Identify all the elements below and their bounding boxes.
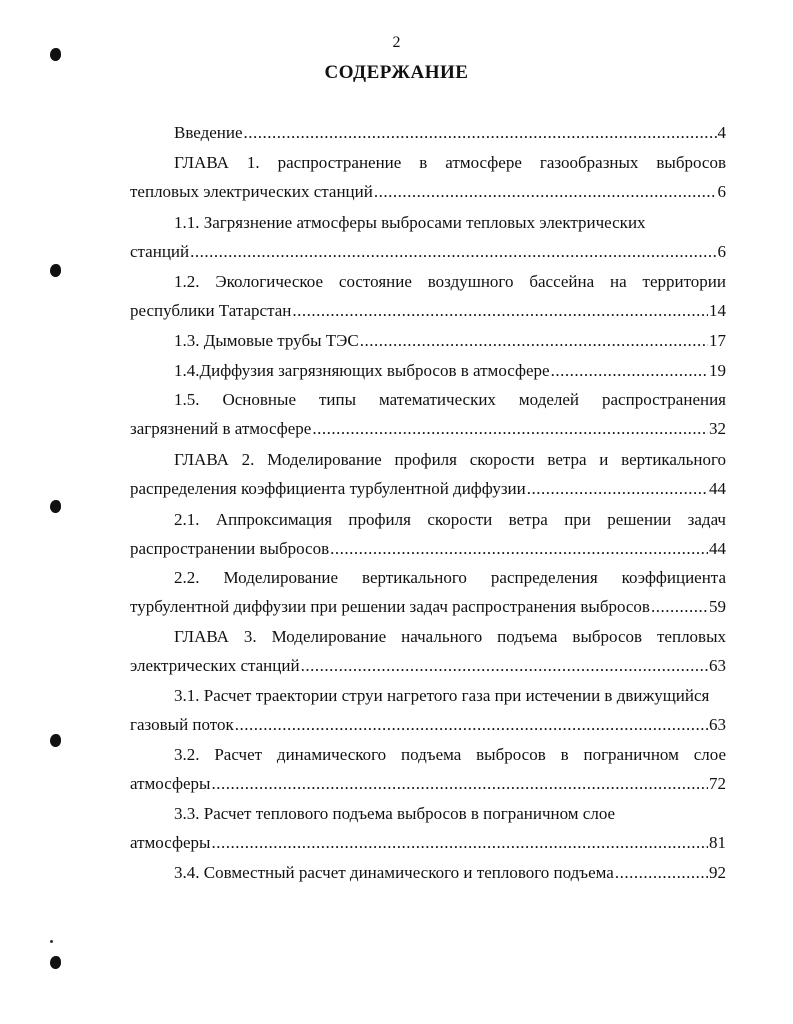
toc-text: республики Татарстан bbox=[130, 301, 292, 320]
toc-entry-chapter-1 bbox=[130, 148, 726, 206]
scan-speck bbox=[50, 940, 53, 943]
toc-text: газовый поток bbox=[130, 715, 234, 734]
toc-page: 19 bbox=[709, 361, 726, 380]
toc-entry-3-3 bbox=[130, 799, 726, 857]
toc-text: электрических станций bbox=[130, 656, 300, 675]
toc-line: 1.2. Экологическое состояние воздушного бассейна на территории bbox=[174, 272, 726, 291]
toc-page: 44 bbox=[709, 539, 726, 558]
toc-line: 2.2. Моделирование вертикального распределения коэффициента bbox=[174, 568, 726, 587]
toc-entry-1-2 bbox=[130, 267, 726, 325]
toc-text: станций bbox=[130, 242, 190, 261]
toc-text: турбулентной диффузии при решении задач распространения выбросов bbox=[130, 597, 650, 616]
toc-entry-1-1 bbox=[130, 208, 726, 266]
toc-line: ГЛАВА 2. Моделирование профиля скорости ветра и вертикального bbox=[174, 450, 726, 469]
leader-dots bbox=[374, 177, 717, 206]
toc-line bbox=[130, 326, 726, 355]
page-title: СОДЕРЖАНИЕ bbox=[324, 62, 469, 83]
toc-line: 3.2. Расчет динамического подъема выбросов в пограничном слое bbox=[174, 745, 726, 764]
leader-dots bbox=[330, 534, 708, 563]
leader-dots bbox=[235, 710, 708, 739]
toc-page: 6 bbox=[717, 182, 726, 201]
toc-page: 63 bbox=[709, 715, 726, 734]
toc-page: 17 bbox=[709, 331, 726, 350]
leader-dots bbox=[301, 651, 708, 680]
toc-entry-1-5 bbox=[130, 385, 726, 443]
toc-entry-3-2 bbox=[130, 740, 726, 798]
toc-line: ГЛАВА 3. Моделирование начального подъема выбросов тепловых bbox=[174, 627, 726, 646]
toc-line bbox=[130, 118, 726, 147]
leader-dots bbox=[190, 237, 716, 266]
toc-line bbox=[130, 592, 726, 621]
toc-entry-2-2 bbox=[130, 563, 726, 621]
leader-dots bbox=[551, 356, 708, 385]
leader-dots bbox=[527, 474, 708, 503]
leader-dots bbox=[292, 296, 708, 325]
toc-text: тепловых электрических станций bbox=[130, 182, 373, 201]
toc-line bbox=[130, 474, 726, 503]
toc-text: распределения коэффициента турбулентной диффузии bbox=[130, 479, 526, 498]
toc-line bbox=[130, 534, 726, 563]
toc-page: 6 bbox=[717, 242, 726, 261]
toc-line bbox=[130, 828, 726, 857]
toc-line: 1.1. Загрязнение атмосферы выбросами тепловых электрических bbox=[174, 213, 646, 232]
leader-dots bbox=[211, 828, 708, 857]
toc-line: 3.1. Расчет траектории струи нагретого газа при истечении в движущийся bbox=[174, 686, 710, 705]
toc-text: атмосферы bbox=[130, 833, 211, 852]
toc-page: 44 bbox=[709, 479, 726, 498]
toc-line bbox=[130, 237, 726, 266]
toc-text: атмосферы bbox=[130, 774, 211, 793]
toc-entry-3-4 bbox=[130, 858, 726, 887]
toc-page: 63 bbox=[709, 656, 726, 675]
toc-entry-3-1 bbox=[130, 681, 726, 739]
toc-text: загрязнений в атмосфере bbox=[130, 419, 312, 438]
toc-text: 1.3. Дымовые трубы ТЭС bbox=[174, 331, 359, 350]
toc-page: 4 bbox=[717, 123, 726, 142]
toc-text: 3.4. Совместный расчет динамического и теплового подъема bbox=[174, 863, 614, 882]
toc-entry-chapter-2 bbox=[130, 445, 726, 503]
toc-page: 92 bbox=[709, 863, 726, 882]
toc-line: 1.5. Основные типы математических моделей распространения bbox=[174, 390, 726, 409]
toc-entry-intro bbox=[130, 118, 726, 147]
toc-line bbox=[130, 177, 726, 206]
toc-text: Введение bbox=[174, 123, 243, 142]
toc-page: 32 bbox=[709, 419, 726, 438]
toc-entry-chapter-3 bbox=[130, 622, 726, 680]
toc-line: 2.1. Аппроксимация профиля скорости ветра при решении задач bbox=[174, 510, 726, 529]
toc-text: 1.4.Диффузия загрязняющих выбросов в атмосфере bbox=[174, 361, 550, 380]
toc-line bbox=[130, 769, 726, 798]
punch-hole-mark bbox=[50, 48, 61, 61]
leader-dots bbox=[360, 326, 708, 355]
leader-dots bbox=[615, 858, 708, 887]
toc-line bbox=[130, 858, 726, 887]
toc-text: распространении выбросов bbox=[130, 539, 330, 558]
toc-line bbox=[130, 414, 726, 443]
leader-dots bbox=[244, 118, 717, 147]
toc-line bbox=[130, 296, 726, 325]
punch-hole-mark bbox=[50, 956, 61, 969]
toc-line bbox=[130, 356, 726, 385]
toc-line bbox=[130, 710, 726, 739]
toc-entry-1-3 bbox=[130, 326, 726, 355]
page-number: 2 bbox=[392, 34, 401, 51]
punch-hole-mark bbox=[50, 500, 61, 513]
leader-dots bbox=[651, 592, 708, 621]
toc-page: 14 bbox=[709, 301, 726, 320]
toc-page: 72 bbox=[709, 774, 726, 793]
punch-hole-mark bbox=[50, 264, 61, 277]
toc-page: 59 bbox=[709, 597, 726, 616]
leader-dots bbox=[211, 769, 708, 798]
toc-line: ГЛАВА 1. распространение в атмосфере газообразных выбросов bbox=[174, 153, 726, 172]
toc-line bbox=[130, 651, 726, 680]
leader-dots bbox=[312, 414, 708, 443]
toc-entry-1-4 bbox=[130, 356, 726, 385]
toc-line: 3.3. Расчет теплового подъема выбросов в пограничном слое bbox=[174, 804, 616, 823]
toc-entry-2-1 bbox=[130, 505, 726, 563]
punch-hole-mark bbox=[50, 734, 61, 747]
toc-page: 81 bbox=[709, 833, 726, 852]
